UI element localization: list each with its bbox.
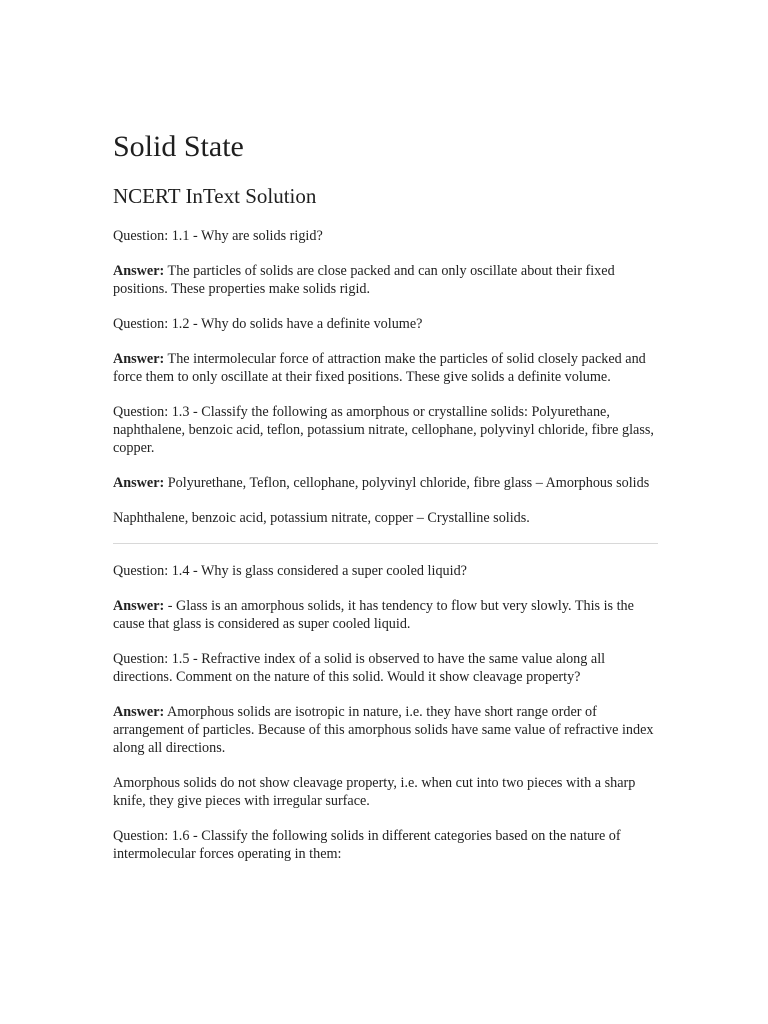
answer-1-5-continued: Amorphous solids do not show cleavage property, i.e. when cut into two pieces with a sharp knife, they give pieces with irregular surface. xyxy=(113,775,636,809)
answer-1-3-continued: Naphthalene, benzoic acid, potassium nitrate, copper – Crystalline solids. xyxy=(113,510,530,526)
answer-text: The intermolecular force of attraction make the particles of solid closely packed and force them to only oscillate at their fixed positions. These give solids a definite volume. xyxy=(113,351,646,385)
question-1-1: Question: 1.1 - Why are solids rigid? xyxy=(113,228,323,244)
question-1-5: Question: 1.5 - Refractive index of a solid is observed to have the same value along all directions. Comment on the nature of this solid. Would it show cleavage property? xyxy=(113,651,606,685)
answer-text: Amorphous solids are isotropic in nature, i.e. they have short range order of arrangement of particles. Because of this amorphous solids have same value of refractive index along all directions. xyxy=(113,704,654,756)
answer-1-1 xyxy=(113,262,658,298)
answer-label: Answer: xyxy=(113,704,165,720)
answer-label: Answer: xyxy=(113,475,165,491)
answer-label: Answer: xyxy=(113,598,165,614)
question-1-2: Question: 1.2 - Why do solids have a definite volume? xyxy=(113,316,423,332)
answer-1-2 xyxy=(113,350,658,386)
document-page xyxy=(113,126,658,863)
answer-label: Answer: xyxy=(113,351,165,367)
question-1-6: Question: 1.6 - Classify the following solids in different categories based on the nature of intermolecular forces operating in them: xyxy=(113,828,621,862)
answer-text: The particles of solids are close packed and can only oscillate about their fixed positions. These properties make solids rigid. xyxy=(113,263,615,297)
answer-label: Answer: xyxy=(113,263,165,279)
answer-1-5 xyxy=(113,703,658,757)
answer-text: - Glass is an amorphous solids, it has tendency to flow but very slowly. This is the cause that glass is considered as super cooled liquid. xyxy=(113,598,634,632)
page-subtitle: NCERT InText Solution xyxy=(113,184,317,208)
question-1-4: Question: 1.4 - Why is glass considered a super cooled liquid? xyxy=(113,563,467,579)
section-divider xyxy=(113,543,658,544)
page-title: Solid State xyxy=(113,130,244,163)
answer-1-3 xyxy=(113,474,658,492)
answer-1-4 xyxy=(113,597,658,633)
answer-text: Polyurethane, Teflon, cellophane, polyvinyl chloride, fibre glass – Amorphous solids xyxy=(167,475,650,491)
question-1-3: Question: 1.3 - Classify the following as amorphous or crystalline solids: Polyurethane, naphthalene, benzoic acid, teflon, potassium nitrate, cellophane, polyvinyl chloride, fibre glass, copper. xyxy=(113,404,654,456)
